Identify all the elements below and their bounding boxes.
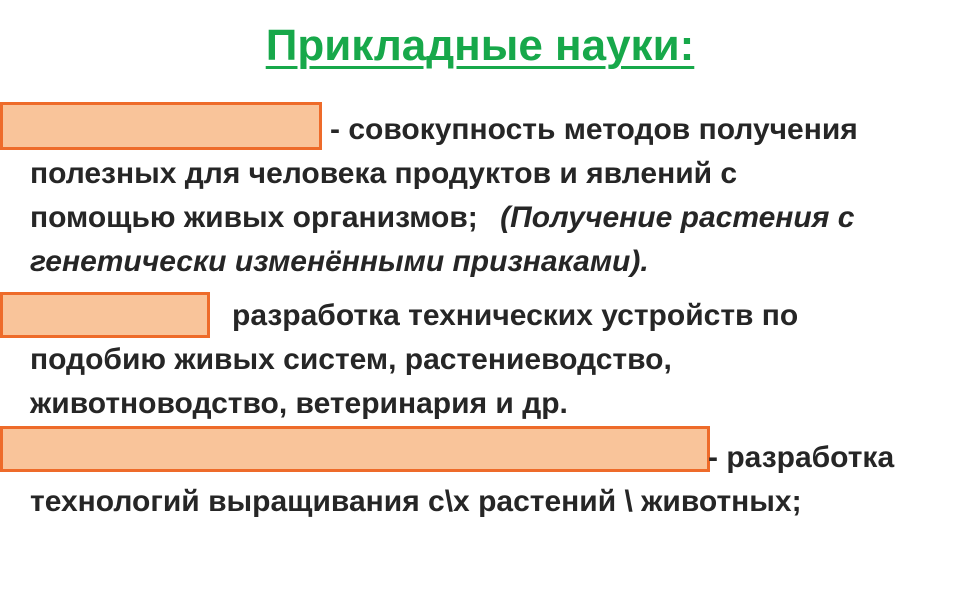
item-1-line-2: полезных для человека продуктов и явлений с [30,157,738,190]
hidden-term-box-1 [0,102,322,150]
item-2-line-2: подобию живых систем, растениеводство, [30,343,672,376]
item-1-example-part-2: генетически изменёнными признаками). [30,245,649,278]
item-1-example-part-1: (Получение растения с [500,201,855,234]
item-2-line-1: разработка технических устройств по [232,299,799,332]
item-1-line-4 [30,240,649,284]
item-2-line-3: животноводство, ветеринария и др. [30,387,568,420]
item-3-line-1: - разработка [708,441,895,474]
item-1-line-3-text: помощью живых организмов; [30,201,478,234]
hidden-term-box-3 [0,426,710,472]
item-3-line-2: технологий выращивания с\х растений \ животных; [30,485,802,518]
item-1-line-1: - совокупность методов получения [330,113,858,146]
slide-title: Прикладные науки: [265,21,695,70]
item-1-line-3 [30,196,854,240]
hidden-term-box-2 [0,292,210,338]
